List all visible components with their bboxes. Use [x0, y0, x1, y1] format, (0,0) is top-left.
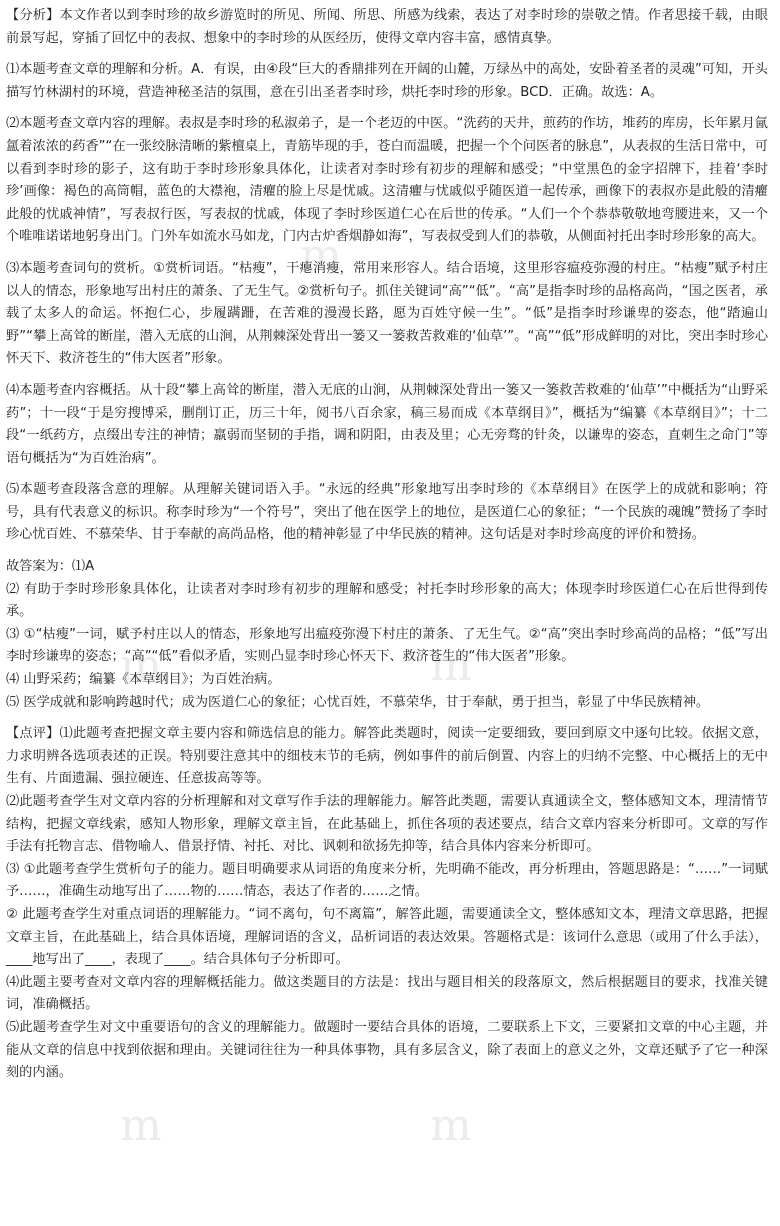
comment-2: ⑵此题考查学生对文章内容的分析理解和对文章写作手法的理解能力。解答此类题，需要认真通读全文，整体感知文本，理清情节结构，把握文章线索，感知人物形象，理解文章主旨，在此基础上，抓住各项的表述要点，结合文章内容来分析即可。文章的写作手法有托物言志、借物喻人、借景抒情、衬托、对比、讽刺和欲扬先抑等，结合具体内容来分析即可。 — [6, 794, 768, 855]
analysis-q2: ⑵本题考查文章内容的理解。表叔是李时珍的私淑弟子，是一个老迈的中医。“洗药的天井，煎药的作坊，堆药的库房，长年累月氤氲着浓浓的药香”“在一张绞脉清晰的紫檀桌上，青筋毕现的手，苍白而温暖，把握一个个问医者的脉息”，从表叔的生活日常中，可以看到李时珍的影子，这有助于李时珍形象具体化，让读者对李时珍有初步的理解和感受；“中堂黑色的金字招牌下，挂着‘李时珍’画像：褐色的高筒帽，蓝色的大襟袍，清癯的脸上尽是忧戚。这清癯与忧戚似乎随医道一起传承，画像下的表叔亦是此般的清癯此般的忧戚神情”，写表叔行医，写表叔的忧戚，体现了李时珍医道仁心在后世的传承。“人们一个个恭恭敬敬地弯腰进来，又一个个唯唯诺诺地躬身出门。门外车如流水马如龙，门内古炉香烟静如海”，写表叔受到人们的恭敬，从侧面衬托出李时珍形象的高大。 — [6, 116, 768, 245]
answer-1: 故答案为：⑴A — [6, 559, 95, 575]
analysis-q3: ⑶本题考查词句的赏析。①赏析词语。“枯瘦”，干瘪消瘦，常用来形容人。结合语境，这里形容瘟疫弥漫的村庄。“枯瘦”赋予村庄以人的情态，形象地写出村庄的萧条、了无生气。②赏析句子。抓住关键词“高”“低”。“高”是指李时珍的品格高尚，“国之医者，承载了太多人的命运。怀抱仁心，步履蹒跚，在苦难的漫漫长路，愿为百姓守候一生”。“低”是指李时珍谦卑的姿态，他“踏遍山野”“攀上高耸的断崖，潜入无底的山涧，从荆棘深处背出一篓又一篓救苦救难的‘仙草’”。“高”“低”形成鲜明的对比，突出李时珍心怀天下、救济苍生的“伟大医者”形象。 — [6, 260, 768, 367]
watermark: m — [300, 230, 342, 281]
watermark: m — [120, 640, 162, 691]
comment-3: ⑶ ①此题考查学生赏析句子的能力。题目明确要求从词语的角度来分析，先明确不能改，再分析理由，答题思路是：“……”一词赋予……，准确生动地写出了……物的……情态，表达了作者的……之情。 — [6, 861, 768, 900]
analysis-q4: ⑷本题考查内容概括。从十段“攀上高耸的断崖，潜入无底的山涧，从荆棘深处背出一篓又一篓救苦救难的‘仙草’”中概括为“山野采药”；十一段“于是穷搜博采，删削订正，历三十年，阅书八百余家，稿三易而成《本草纲目》”，概括为“编纂《本草纲目》”；十二段“一纸药方，点缀出专注的神情；羸弱而坚韧的手指，调和阴阳，由表及里；心无旁骛的针灸，以谦卑的姿态，直刺生之命门”等语句概括为“为百姓治病”。 — [6, 382, 768, 466]
watermark: m — [120, 1100, 162, 1151]
watermark: m — [430, 640, 472, 691]
watermark: m — [430, 1100, 472, 1151]
comment-3b: ② 此题考查学生对重点词语的理解能力。“词不离句，句不离篇”，解答此题，需要通读全文，整体感知文本，理清文章思路，把握文章主旨，在此基础上，结合具体语境，理解词语的含义，品析词语的表达效果。答题格式是：该词什么意思（或用了什么手法），____地写出了____，表现了____。结合具体句子分析即可。 — [6, 906, 768, 968]
answer-3: ⑶ ①“枯瘦”一词，赋予村庄以人的情态，形象地写出瘟疫弥漫下村庄的萧条、了无生气。②“高”突出李时珍高尚的品格；“低”写出李时珍谦卑的姿态；“高”“低”看似矛盾，实则凸显李时珍心怀天下、救济苍生的“伟大医者”形象。 — [6, 626, 768, 665]
analysis-q1: ⑴本题考查文章的理解和分析。A．有误，由④段“巨大的香鼎排列在开阔的山麓，万绿丛中的高处，安卧着圣者的灵魂”可知，开头描写竹林湖村的环境，营造神秘圣洁的氛围，意在引出圣者李时珍，烘托李时珍的形象。BCD．正确。故选：A。 — [6, 62, 768, 100]
comment-5: ⑸此题考查学生对文中重要语句的含义的理解能力。做题时一要结合具体的语境，二要联系上下文，三要紧扣文章的中心主题，并能从文章的信息中找到依据和理由。关键词往往为一种具体事物，具有多层含义，除了表面上的意义之外，文章还赋予了它一种深刻的内涵。 — [6, 1019, 768, 1081]
answer-4: ⑷ 山野采药；编纂《本草纲目》；为百姓治病。 — [6, 672, 281, 688]
answer-2: ⑵ 有助于李时珍形象具体化，让读者对李时珍有初步的理解和感受；衬托李时珍形象的高大；体现李时珍医道仁心在后世得到传承。 — [6, 581, 768, 620]
comment-1: 【点评】⑴此题考查把握文章主要内容和筛选信息的能力。解答此类题时，阅读一定要细致，要回到原文中逐句比较。依据文意，力求明辨各选项表述的正误。特别要注意其中的细枝末节的毛病，例如事件的前后倒置、内容上的归纳不完整、中心概括上的无中生有、片面遗漏、强拉硬连、任意拔高等等。 — [6, 726, 768, 787]
analysis-content — [6, 5, 768, 1085]
comment-4: ⑷此题主要考查对文章内容的理解概括能力。做这类题目的方法是：找出与题目相关的段落原文，然后根据题目的要求，找准关键词，准确概括。 — [6, 974, 768, 1013]
answer-5: ⑸ 医学成就和影响跨越时代；成为医道仁心的象征；心忧百姓，不慕荣华，甘于奉献，勇于担当，彰显了中华民族精神。 — [6, 694, 710, 710]
analysis-intro: 【分析】本文作者以到李时珍的故乡游览时的所见、所闻、所思、所感为线索，表达了对李时珍的崇敬之情。作者思接千载，由眼前景写起，穿插了回忆中的表叔、想象中的李时珍的从医经历，使得文章内容丰富，感情真挚。 — [6, 8, 768, 46]
analysis-q5: ⑸本题考查段落含意的理解。从理解关键词语入手。“永远的经典”形象地写出李时珍的《本草纲目》在医学上的成就和影响；符号，具有代表意义的标识。称李时珍为“一个符号”，突出了他在医学上的地位，是医道仁心的象征；“一个民族的魂魄”赞扬了李时珍心忧百姓、不慕荣华、甘于奉献的高尚品格，他的精神彰显了中华民族的精神。这句话是对李时珍高度的评价和赞扬。 — [6, 482, 768, 543]
